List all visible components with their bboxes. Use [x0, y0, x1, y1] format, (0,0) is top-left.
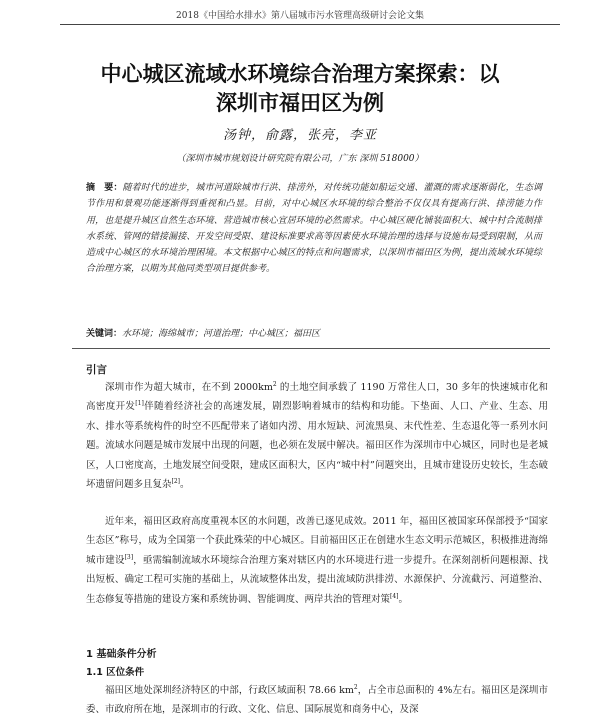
section-divider — [72, 348, 550, 349]
keywords-text: 水环境；海绵城市；河道治理；中心城区；福田区 — [122, 329, 321, 339]
paper-title — [40, 60, 560, 118]
section-1-1-heading: 1.1 区位条件 — [86, 667, 145, 678]
p1-citation-2: [2] — [171, 477, 181, 485]
author-list: 汤钟，俞露，张亮，李亚 — [222, 128, 377, 143]
p3-text-a: 福田区地处深圳经济特区的中部，行政区域面积 78.66 km — [105, 685, 354, 696]
section-1-heading: 1 基础条件分析 — [86, 649, 157, 660]
abstract-label: 摘 要： — [86, 183, 123, 193]
header-divider — [60, 24, 560, 25]
p2-text-a: 近年来，福田区政府高度重视本区的水问题，改善已逐见成效。2011 年，福田区被国家环保部授予“国家生态区”称号，成为全国第一个获此殊荣的中心城区。目前福田区正在创建水生态文明示范城区，积极推进海绵城市建设 — [86, 516, 548, 566]
intro-heading: 引言 — [86, 364, 107, 376]
affiliation: （深圳市城市规划设计研究院有限公司，广东 深圳 518000） — [176, 154, 424, 164]
p1-text-d: 。 — [180, 479, 190, 491]
abstract — [86, 180, 542, 278]
abstract-text: 随着时代的进步，城市河道除城市行洪、排涝外，对传统功能如船运交通、灌溉的需求逐渐弱化，生态调节作用和景观功能逐渐得到重视和凸显。目前，对中心城区水环境的综合整治不仅仅具有提高行洪、排涝能力作用，也是提升城区自然生态环境、营造城市核心宜居环境的必然需求。中心城区硬化铺装面积大、城中村合流制排水系统、管网的错接漏接、开发空间受限、建设标准要求高等因素使水环境治理的选择与设施布局受到限制，从而造成中心城区的水环境治理困境。本文根据中心城区的特点和问题需求，以深圳市福田区为例，提出流域水环境综合治理方案，以期为其他同类型项目提供参考。 — [86, 183, 542, 275]
running-header: 2018《中国给水排水》第八届城市污水管理高级研讨会论文集 — [176, 11, 424, 21]
p3-text-b: ，占全市总面积的 4%左右。福田区是深圳市委、市政府所在地，是深圳市的行政、文化、信息、国际展览和商务中心，及深 — [86, 685, 548, 716]
keywords-label: 关键词： — [86, 329, 123, 339]
p2-citation-1: [3] — [124, 553, 134, 561]
title-line-1: 中心城区流域水环境综合治理方案探索：以 — [100, 62, 500, 86]
p2-text-b: ，亟需编制流域水环境综合治理方案对辖区内的水环境进行进一步提升。在深刻剖析问题根源、找出短板、确定工程可实施的基础上，从流域整体出发，提出流域防洪排涝、水源保护、分流截污、河道整治、生态修复等措施的建设方案和系统协调、智能调度、两岸共治的管理对策 — [86, 554, 548, 605]
p2-text-c: 。 — [398, 593, 409, 605]
p1-citation-1: [1] — [135, 400, 144, 408]
p1-text-c: 伴随着经济社会的高速发展，剧烈影响着城市的结构和功能。下垫面、人口、产业、生态、用水、排水等系统构件的时空不匹配带来了诸如内涝、用水短缺、河流黑臭、末代性差、生态退化等一系列水问题。流域水问题是城市发展中出现的问题，也必须在发展中解决。福田区作为深圳市中心城区，同时也是老城区，人口密度高，土地发展空间受限，建成区面积大，区内“城中村”问题突出，且城市建设历史较长，生态破坏遗留问题多且复杂 — [86, 401, 548, 491]
p1-text-a: 深圳市作为超大城市，在不到 2000km — [105, 382, 273, 393]
p1-text-b: 的土地空间承载了 1190 万常住人口，30 多年的快速城市化和高密度开发 — [86, 382, 548, 413]
section-1-1-paragraph — [86, 681, 548, 718]
intro-paragraph-1 — [86, 378, 548, 494]
p1-superscript: 2 — [272, 380, 277, 388]
keywords — [86, 326, 542, 339]
p3-superscript: 2 — [353, 683, 358, 691]
intro-paragraph-2 — [86, 512, 548, 609]
title-line-2: 深圳市福田区为例 — [216, 91, 384, 115]
p2-citation-2: [4] — [390, 592, 399, 600]
